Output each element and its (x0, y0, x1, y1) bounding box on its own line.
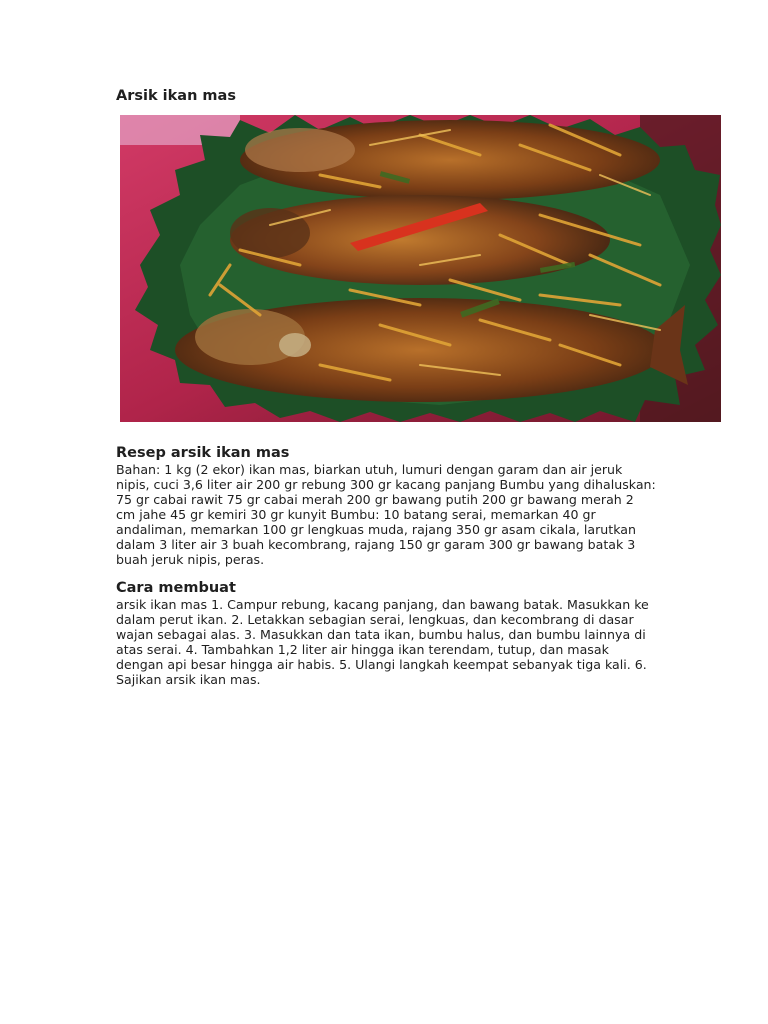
arsik-fish-photo (120, 115, 721, 422)
recipe-section (116, 444, 656, 567)
food-photo-icon (120, 115, 721, 422)
method-text: arsik ikan mas 1. Campur rebung, kacang panjang, dan bawang batak. Masukkan ke dalam perut ikan. 2. Letakkan sebagian serai, lengkuas, dan kecombrang di dasar wajan sebagai alas. 3. Masukkan dan tata ikan, bumbu halus, dan bumbu lainnya di atas serai. 4. Tambahkan 1,2 liter air hingga ikan terendam, tutup, dan masak dengan api besar hingga air habis. 5. Ulangi langkah keempat sebanyak tiga kali. 6. Sajikan arsik ikan mas. (116, 597, 649, 687)
recipe-heading: Resep arsik ikan mas (116, 445, 290, 461)
ingredients-text: Bahan: 1 kg (2 ekor) ikan mas, biarkan utuh, lumuri dengan garam dan air jeruk nipis, cuci 3,6 liter air 200 gr rebung 300 gr kacang panjang Bumbu yang dihaluskan: 75 gr cabai rawit 75 gr cabai merah 200 gr bawang putih 200 gr bawang merah 2 cm jahe 45 gr kemiri 30 gr kunyit Bumbu: 10 batang serai, memarkan 40 gr andaliman, memarkan 100 gr lengkuas muda, rajang 350 gr asam cikala, larutkan dalam 3 liter air 3 buah kecombrang, rajang 150 gr garam 300 gr bawang batak 3 buah jeruk nipis, peras. (116, 462, 656, 567)
method-section (116, 579, 656, 687)
document-page (116, 86, 656, 687)
document-title: Arsik ikan mas (116, 88, 236, 104)
method-heading: Cara membuat (116, 580, 236, 596)
